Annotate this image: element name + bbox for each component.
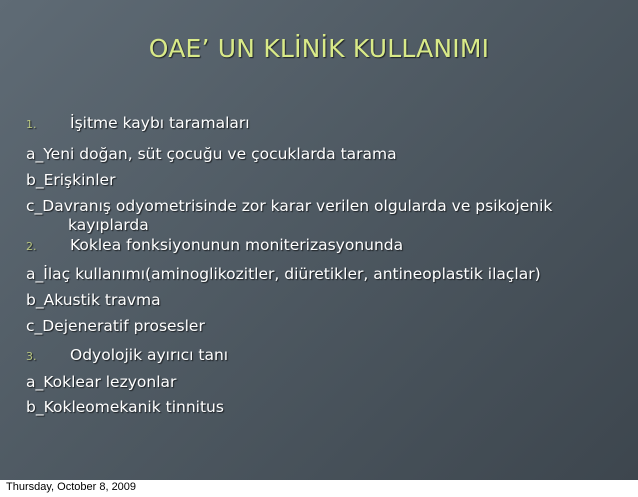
sub-item-3b: b_Kokleomekanik tinnitus bbox=[26, 398, 224, 416]
item-number: 3. bbox=[26, 350, 37, 363]
list-item-3 bbox=[26, 346, 228, 366]
sub-item-2c: c_Dejeneratif prosesler bbox=[26, 317, 205, 335]
item-text: Odyolojik ayırıcı tanı bbox=[70, 346, 229, 364]
sub-item-2a: a_İlaç kullanımı(aminoglikozitler, diüretikler, antineoplastik ilaçlar) bbox=[26, 265, 541, 283]
list-item-1 bbox=[26, 114, 250, 134]
footer-bar bbox=[0, 480, 638, 497]
sub-item-3a: a_Koklear lezyonlar bbox=[26, 373, 177, 391]
sub-item-2b: b_Akustik travma bbox=[26, 291, 161, 309]
sub-item-1c-continuation: kayıplarda bbox=[68, 216, 149, 234]
list-item-2 bbox=[26, 236, 403, 256]
sub-item-1c-text: c_Davranış odyometrisinde zor karar verilen olgularda ve psikojenik bbox=[26, 197, 553, 215]
item-text: İşitme kaybı taramaları bbox=[70, 114, 250, 132]
sub-item-1a: a_Yeni doğan, süt çocuğu ve çocuklarda tarama bbox=[26, 145, 397, 163]
slide-title: OAE’ UN KLİNİK KULLANIMI bbox=[148, 34, 490, 63]
sub-item-1b: b_Erişkinler bbox=[26, 171, 116, 189]
footer-date: Thursday, October 8, 2009 bbox=[6, 481, 137, 493]
sub-item-1c bbox=[26, 197, 552, 234]
item-number: 2. bbox=[26, 240, 37, 253]
item-number: 1. bbox=[26, 118, 37, 131]
item-text: Koklea fonksiyonunun moniterizasyonunda bbox=[70, 236, 404, 254]
